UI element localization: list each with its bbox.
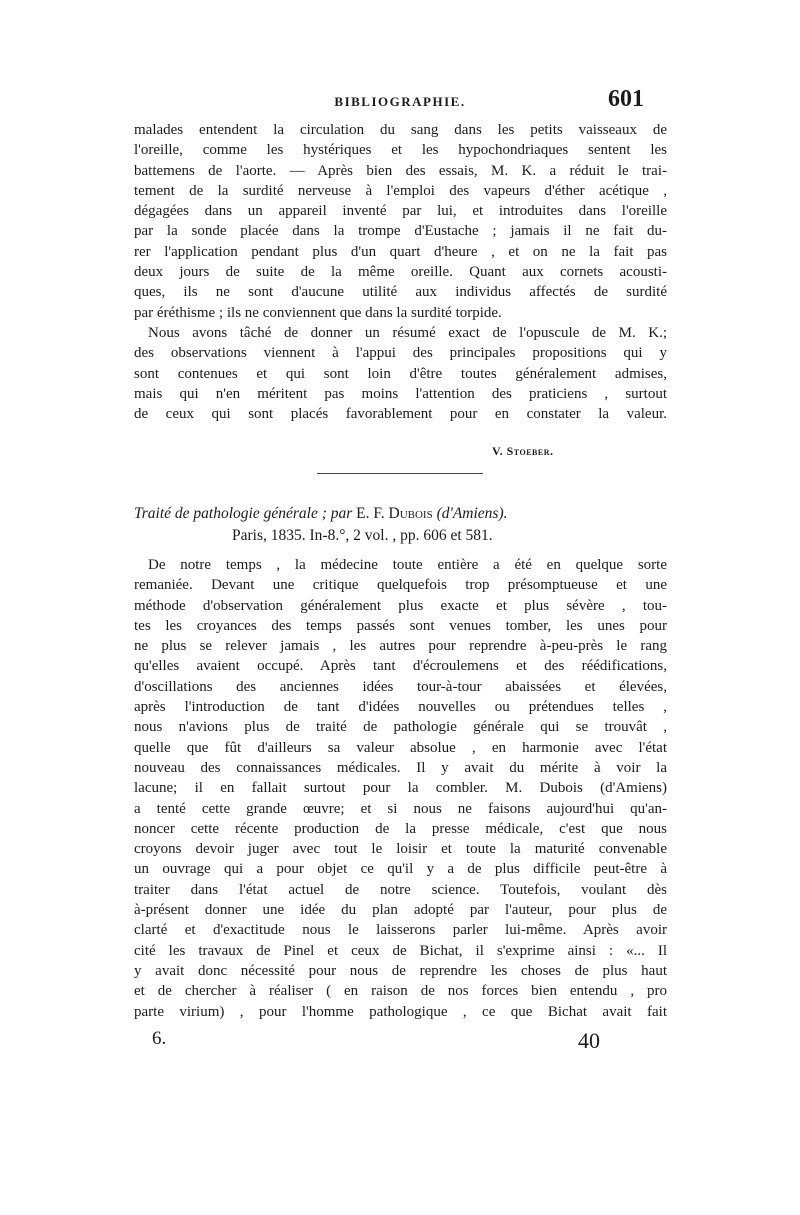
text-line: ne plus se relever jamais , les autres pour reprendre à-peu-près le rang	[134, 638, 667, 655]
paragraph-continued	[134, 120, 667, 424]
text-line: lacune; il en fallait surtout pour la combler. M. Dubois (d'Amiens)	[134, 780, 667, 797]
book-reference-title-line	[134, 505, 508, 523]
text-line: Nous avons tâché de donner un résumé exact de l'opuscule de M. K.;	[148, 324, 667, 341]
text-line: deux jours de suite de la même oreille. Quant aux cornets acousti-	[134, 264, 667, 281]
text-line: tes les croyances des temps passés sont venues tomber, les unes pour	[134, 617, 667, 634]
text-line: à-présent donner une idée du plan adopté par l'auteur, pour plus de	[134, 902, 667, 919]
text-line: méthode d'observation généralement plus exacte et plus sévère , tou-	[134, 597, 667, 614]
text-line: et de chercher à réaliser ( en raison de nos forces bien entendu , pro	[134, 983, 667, 1000]
text-line: des observations viennent à l'appui des principales propositions qui y	[134, 345, 667, 362]
text-line: cité les travaux de Pinel et ceux de Bichat, il s'exprime ainsi : «... Il	[134, 942, 667, 959]
text-line: qu'elles avaient occupé. Après tant d'écroulemens et des réédifications,	[134, 658, 667, 675]
page-number: 601	[608, 86, 644, 112]
text-line: d'oscillations des anciennes idées tour-à-tour abaissées et élevées,	[134, 678, 667, 695]
text-line: De notre temps , la médecine toute entière a été en quelque sorte	[148, 557, 667, 573]
text-line: traiter dans l'état actuel de notre science. Toutefois, voulant dès	[134, 881, 667, 898]
text-line: mais qui n'en méritent pas moins l'attention des praticiens , surtout	[134, 385, 667, 402]
text-line: clarté et d'exactitude nous le laisserons parler lui-même. Après avoir	[134, 922, 667, 939]
text-line: malades entendent la circulation du sang dans les petits vaisseaux de	[134, 122, 667, 138]
book-title: Traité de pathologie générale ;	[134, 505, 327, 522]
book-reference-publication: Paris, 1835. In-8.°, 2 vol. , pp. 606 et 581.	[232, 527, 493, 544]
text-line: rer l'application pendant plus d'un quart d'heure , et on ne la fait pas	[134, 243, 667, 260]
author-place: (d'Amiens).	[436, 505, 508, 522]
text-line: remaniée. Devant une critique quelquefois trop présomptueuse et une	[134, 577, 667, 594]
review-signature: V. Stoeber.	[492, 444, 554, 458]
text-line: quelle que fût d'ailleurs sa valeur absolue , en harmonie avec l'état	[134, 739, 667, 756]
text-line: nouveau des connaissances médicales. Il y avait du mérite à voir la	[134, 759, 667, 776]
text-line: croyons devoir juger avec tout le loisir et toute la maturité convenable	[134, 841, 667, 858]
text-line: battemens de l'aorte. — Après bien des essais, M. K. a réduit le trai-	[134, 162, 667, 179]
signature-mark: 6.	[152, 1028, 167, 1049]
author-initials: E. F.	[356, 505, 385, 522]
text-line: après l'introduction de tant d'idées nouvelles ou prétendues telles ,	[134, 699, 667, 716]
section-divider	[317, 473, 483, 474]
text-line: parte virium) , pour l'homme pathologique , ce que Bichat avait fait	[134, 1003, 667, 1020]
text-line: sont contenues et qui sont loin d'être toutes généralement admises,	[134, 365, 667, 382]
text-line: tement de la surdité nerveuse à l'emploi des vapeurs d'éther acétique ,	[134, 182, 667, 199]
text-line: nous n'avions plus de traité de pathologie générale qui se trouvât ,	[134, 719, 667, 736]
reference-par: par	[330, 505, 353, 522]
text-line: de ceux qui sont placés favorablement pour en constater la valeur.	[134, 406, 667, 423]
text-line: noncer cette récente production de la presse médicale, c'est que nous	[134, 820, 667, 837]
text-line: a tenté cette grande œuvre; et si nous ne faisons aujourd'hui qu'an-	[134, 800, 667, 817]
running-header: BIBLIOGRAPHIE.	[334, 94, 466, 109]
review-body	[134, 555, 667, 1022]
text-line: l'oreille, comme les hystériques et les hypochondriaques sentent les	[134, 142, 667, 159]
author-name: Dubois	[388, 505, 433, 522]
text-line: par éréthisme ; ils ne conviennent que dans la surdité torpide.	[134, 304, 502, 321]
text-line: ques, ils ne sont d'aucune utilité aux individus affectés de surdité	[134, 284, 667, 301]
text-line: par la sonde placée dans la trompe d'Eustache ; jamais il ne fait du-	[134, 223, 667, 240]
text-line: y avait donc nécessité pour nous de reprendre les choses de plus haut	[134, 962, 667, 979]
text-line: un ouvrage qui a pour objet ce qu'il y a de plus difficile peut-être à	[134, 861, 667, 878]
text-line: dégagées dans un appareil inventé par lui, et introduites dans l'oreille	[134, 203, 667, 220]
sheet-number: 40	[578, 1028, 600, 1053]
